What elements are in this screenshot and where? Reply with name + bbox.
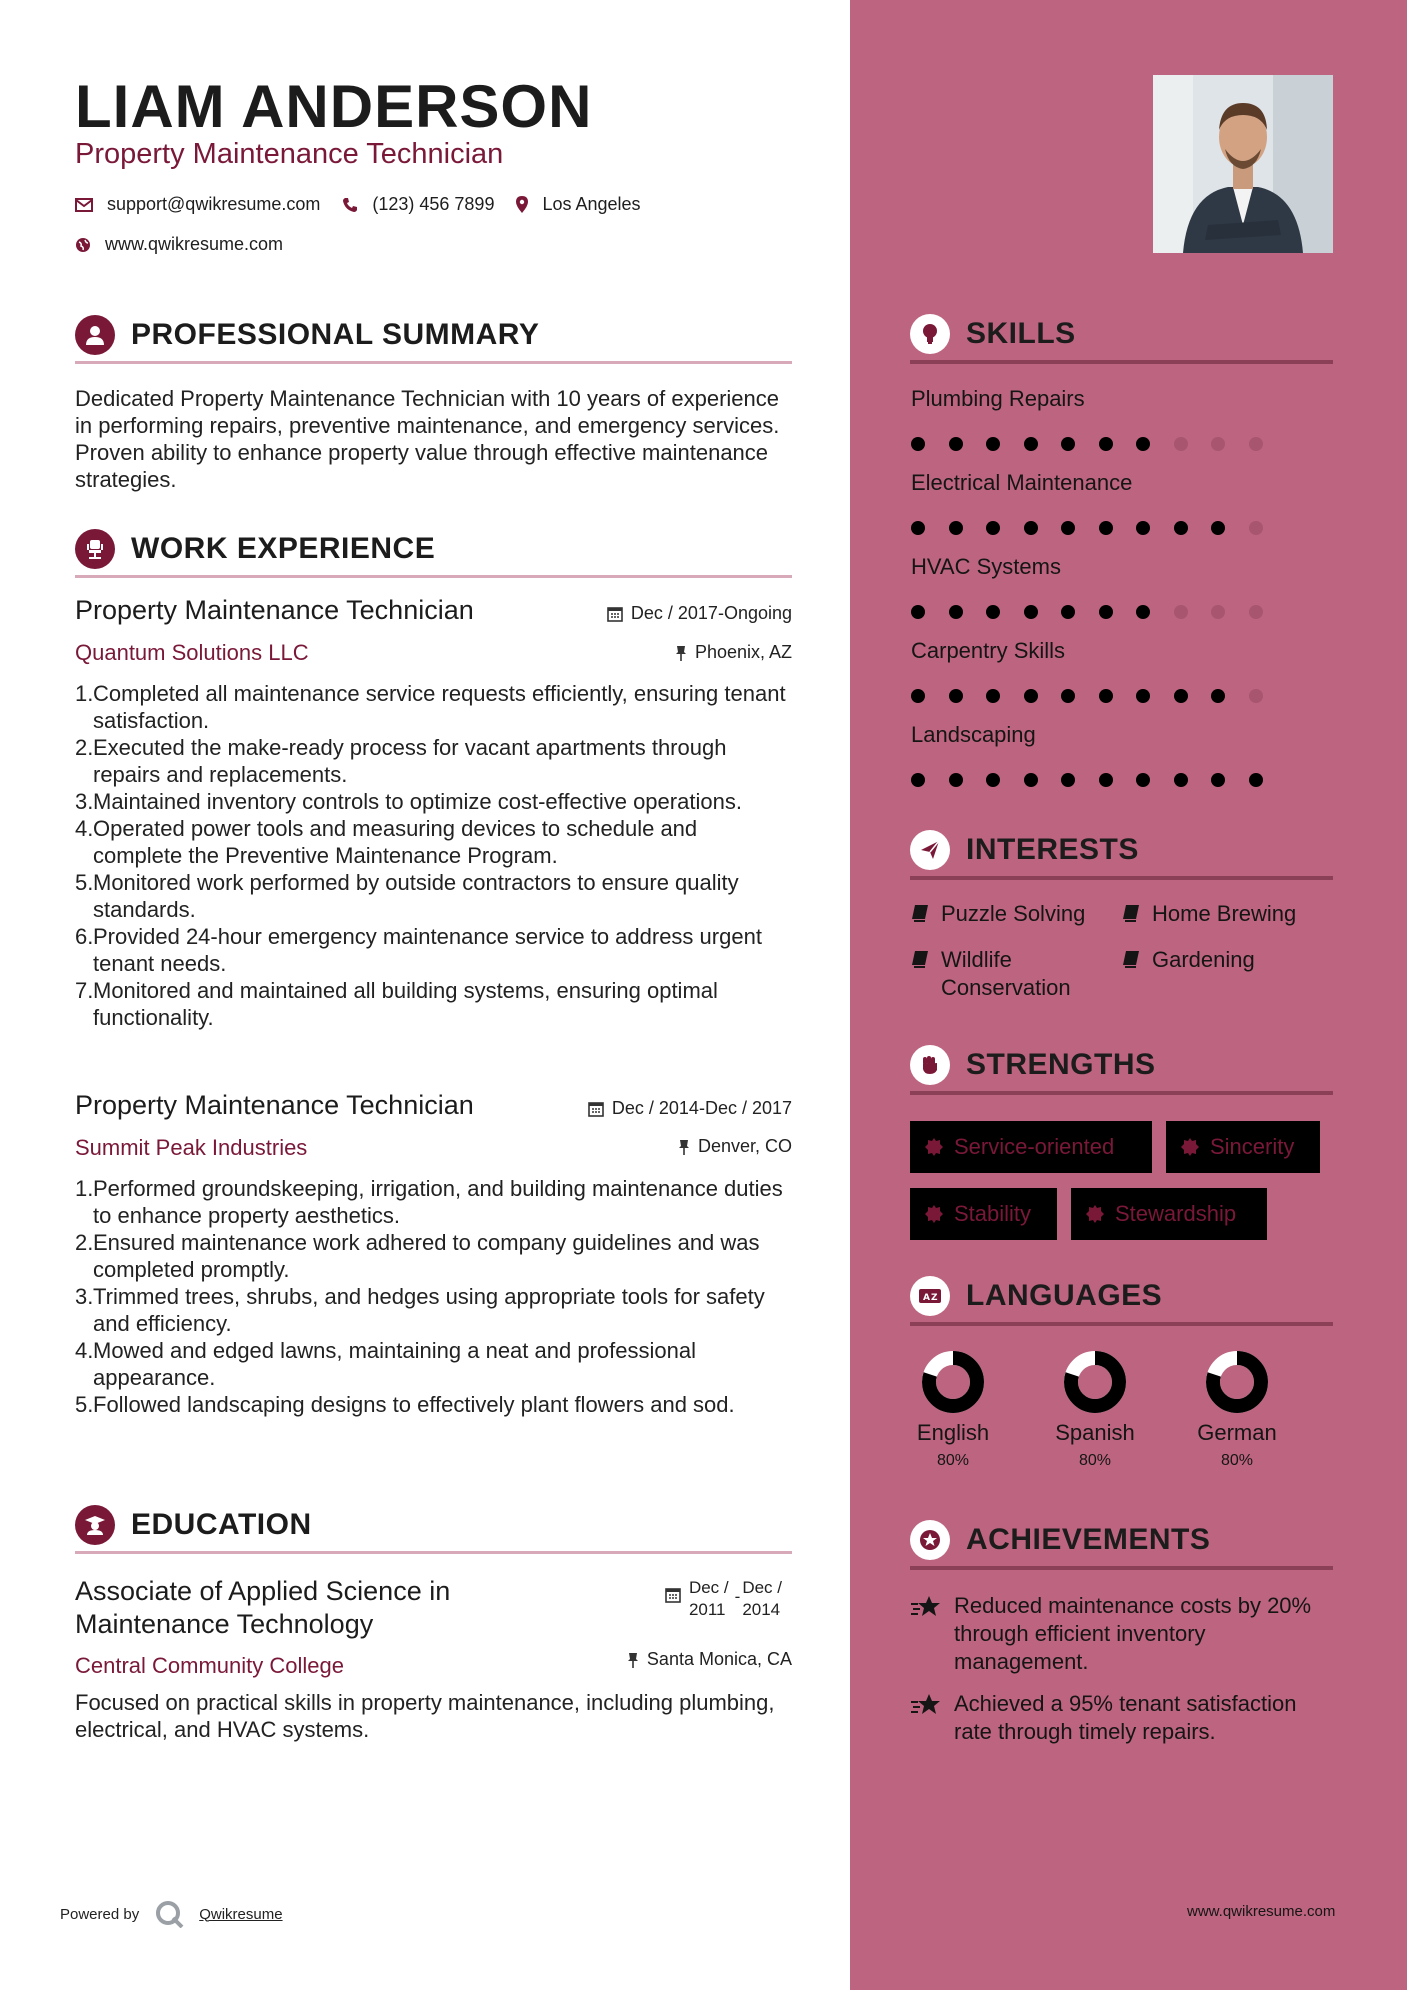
list-item: 6.Provided 24-hour emergency maintenance service to address urgent tenant needs. (75, 924, 762, 976)
skill-rating (911, 689, 1286, 703)
achievement-item: Achieved a 95% tenant satisfaction rate through timely repairs. (910, 1690, 1330, 1746)
rating-dot-empty (1174, 605, 1188, 619)
shooting-star-icon (910, 1594, 942, 1620)
star-badge-icon (910, 1520, 950, 1560)
fist-icon (910, 1045, 950, 1085)
language-proficiency-ring (921, 1350, 985, 1414)
strength-tag: Service-oriented (910, 1121, 1152, 1173)
rating-dot-filled (1024, 605, 1038, 619)
job-title: Property Maintenance Technician (75, 1090, 474, 1120)
list-item: 5.Followed landscaping designs to effectively plant flowers and sod. (75, 1392, 735, 1417)
rating-dot-empty (1211, 437, 1225, 451)
shooting-star-icon (910, 1692, 942, 1718)
website-row (75, 234, 305, 255)
language-item (1187, 1350, 1287, 1470)
strength-tag: Sincerity (1166, 1121, 1320, 1173)
skill-name: Landscaping (911, 722, 1036, 747)
summary-heading: PROFESSIONAL SUMMARY (131, 317, 540, 351)
rating-dot-filled (1024, 773, 1038, 787)
rating-dot-filled (1099, 689, 1113, 703)
summary-text: Dedicated Property Maintenance Technician with 10 years of experience in performing repairs, preventive maintenance, and emergency services. Proven ability to enhance property value through effective maintenance strategies. (75, 386, 780, 492)
rating-dot-filled (1211, 521, 1225, 535)
skills-section-header (910, 308, 1333, 364)
strengths-heading: STRENGTHS (966, 1048, 1156, 1081)
rating-dot-filled (1136, 437, 1150, 451)
rating-dot-filled (1061, 689, 1075, 703)
contact-location (516, 194, 640, 215)
list-item: 4.Operated power tools and measuring devices to schedule and complete the Preventive Maintenance Program. (75, 816, 698, 868)
interests-heading: INTERESTS (966, 833, 1139, 866)
location-text: Los Angeles (542, 194, 641, 214)
rating-dot-filled (911, 773, 925, 787)
rating-dot-filled (949, 437, 963, 451)
lightbulb-icon (910, 314, 950, 354)
list-item: 1.Performed groundskeeping, irrigation, and building maintenance duties to enhance property aesthetics. (75, 1176, 783, 1228)
languages-section-header (910, 1270, 1333, 1326)
job-dates-text: Dec / 2017-Ongoing (630, 603, 792, 623)
job-company: Summit Peak Industries (75, 1135, 308, 1160)
rating-dot-filled (1099, 437, 1113, 451)
education-start-date: Dec / 2011 (688, 1578, 729, 1619)
education-heading: EDUCATION (131, 1507, 312, 1541)
education-section-header (75, 1498, 792, 1554)
job-entry (75, 1090, 792, 1418)
rating-dot-filled (986, 605, 1000, 619)
language-item (1045, 1350, 1145, 1470)
date-separator: - (734, 1587, 741, 1606)
rating-dot-filled (1061, 521, 1075, 535)
college-location-text: Santa Monica, CA (646, 1649, 792, 1669)
job-duties (75, 1175, 792, 1418)
rating-dot-filled (911, 437, 925, 451)
svg-text:Z: Z (931, 1293, 938, 1303)
achievements-section-header (910, 1514, 1333, 1570)
rating-dot-filled (1174, 521, 1188, 535)
office-chair-icon (75, 529, 115, 569)
calendar-icon (665, 1587, 681, 1603)
rating-dot-filled (949, 773, 963, 787)
footer-website[interactable]: www.qwikresume.com (1187, 1903, 1336, 1920)
rating-dot-filled (986, 437, 1000, 451)
website-text: www.qwikresume.com (105, 234, 284, 254)
rating-dot-filled (949, 689, 963, 703)
degree-title: Associate of Applied Science in Maintenance Technology (75, 1576, 451, 1639)
skill-rating (911, 521, 1286, 535)
rating-dot-empty (1249, 437, 1263, 451)
pushpin-icon (675, 645, 687, 661)
powered-by (60, 1900, 283, 1928)
badge-icon (1180, 1137, 1200, 1157)
rating-dot-empty (1249, 521, 1263, 535)
badge-icon (924, 1137, 944, 1157)
rating-dot-filled (986, 689, 1000, 703)
rating-dot-empty (1249, 689, 1263, 703)
profile-photo (1153, 75, 1333, 253)
job-location (678, 1136, 792, 1157)
rating-dot-filled (1061, 773, 1075, 787)
contact-phone[interactable] (342, 194, 494, 215)
contact-email[interactable] (75, 194, 320, 215)
user-icon (75, 315, 115, 355)
pushpin-icon (627, 1652, 639, 1668)
phone-text: (123) 456 7899 (372, 194, 495, 214)
language-proficiency-ring (1205, 1350, 1269, 1414)
job-dates-text: Dec / 2014-Dec / 2017 (611, 1098, 792, 1118)
ring-hole (1224, 1369, 1250, 1395)
email-text: support@qwikresume.com (107, 194, 321, 214)
rating-dot-empty (1249, 605, 1263, 619)
skill-rating (911, 605, 1286, 619)
college-name: Central Community College (75, 1653, 344, 1678)
languages-heading: LANGUAGES (966, 1279, 1163, 1312)
book-icon (911, 904, 929, 922)
book-icon (911, 950, 929, 968)
map-pin-icon (516, 196, 528, 213)
list-item: 2.Ensured maintenance work adhered to company guidelines and was completed promptly. (75, 1230, 760, 1282)
rating-dot-filled (1136, 521, 1150, 535)
rating-dot-filled (1249, 773, 1263, 787)
envelope-icon (75, 198, 93, 212)
language-percent: 80% (1220, 1452, 1254, 1469)
rating-dot-filled (1061, 605, 1075, 619)
rating-dot-filled (1136, 689, 1150, 703)
interests-section-header (910, 824, 1333, 880)
interest-item: Gardening (1122, 946, 1322, 974)
job-title: Property Maintenance Technician (75, 595, 474, 625)
rating-dot-filled (911, 689, 925, 703)
badge-icon (1085, 1204, 1105, 1224)
college-location (627, 1649, 792, 1670)
rating-dot-filled (949, 521, 963, 535)
candidate-name: LIAM ANDERSON (75, 73, 593, 140)
rating-dot-filled (1136, 773, 1150, 787)
job-dates (607, 603, 792, 624)
powered-by-text: Powered by (60, 1905, 140, 1923)
job-location-text: Denver, CO (697, 1136, 792, 1156)
rating-dot-filled (911, 605, 925, 619)
rating-dot-filled (1024, 689, 1038, 703)
achievements-heading: ACHIEVEMENTS (966, 1523, 1211, 1556)
skill-rating (911, 773, 1286, 787)
list-item: 3.Trimmed trees, shrubs, and hedges using appropriate tools for safety and efficiency. (75, 1284, 765, 1336)
experience-heading: WORK EXPERIENCE (131, 531, 436, 565)
language-item (903, 1350, 1003, 1470)
job-company: Quantum Solutions LLC (75, 640, 309, 665)
list-item: 5.Monitored work performed by outside contractors to ensure quality standards. (75, 870, 739, 922)
job-location (675, 642, 792, 663)
rating-dot-filled (1211, 689, 1225, 703)
candidate-title: Property Maintenance Technician (75, 138, 504, 170)
education-end-date: Dec / 2014 (742, 1578, 782, 1619)
skill-name: Electrical Maintenance (911, 470, 1133, 495)
skill-name: Carpentry Skills (911, 638, 1066, 663)
phone-icon (342, 197, 358, 213)
interest-item: Puzzle Solving (911, 900, 1121, 928)
rating-dot-empty (1174, 437, 1188, 451)
ring-hole (940, 1369, 966, 1395)
skill-name: HVAC Systems (911, 554, 1061, 579)
badge-icon (924, 1204, 944, 1224)
list-item: 7.Monitored and maintained all building systems, ensuring optimal functionality. (75, 978, 718, 1030)
translate-icon (910, 1276, 950, 1316)
rating-dot-filled (986, 773, 1000, 787)
education-description: Focused on practical skills in property maintenance, including plumbing, electrical, and HVAC systems. (75, 1690, 775, 1742)
rating-dot-filled (1099, 773, 1113, 787)
rating-dot-filled (1061, 437, 1075, 451)
rating-dot-filled (911, 521, 925, 535)
rating-dot-filled (986, 521, 1000, 535)
skill-name: Plumbing Repairs (911, 386, 1085, 411)
rating-dot-filled (1136, 605, 1150, 619)
language-name: German (1197, 1420, 1277, 1445)
rating-dot-filled (949, 605, 963, 619)
language-name: Spanish (1055, 1420, 1135, 1445)
interest-item: Wildlife Conservation (911, 946, 1101, 1002)
language-percent: 80% (1078, 1452, 1112, 1469)
rating-dot-filled (1024, 521, 1038, 535)
language-percent: 80% (936, 1452, 970, 1469)
education-entry (75, 1575, 792, 1743)
rating-dot-filled (1099, 605, 1113, 619)
job-dates (588, 1098, 792, 1119)
paper-plane-icon (910, 830, 950, 870)
qwikresume-link[interactable]: Qwikresume (199, 1905, 283, 1923)
job-entry (75, 595, 792, 1031)
language-proficiency-ring (1063, 1350, 1127, 1414)
strength-tag: Stability (910, 1188, 1057, 1240)
pushpin-icon (678, 1139, 690, 1155)
qwikresume-logo-icon (155, 1900, 185, 1928)
calendar-icon (588, 1101, 604, 1117)
job-duties (75, 680, 792, 1031)
globe-icon (75, 237, 91, 253)
graduate-icon (75, 1505, 115, 1545)
strengths-section-header (910, 1039, 1333, 1095)
contact-row (75, 194, 663, 215)
skill-rating (911, 437, 1286, 451)
achievement-item: Reduced maintenance costs by 20% through efficient inventory management. (910, 1592, 1330, 1676)
calendar-icon (607, 606, 623, 622)
rating-dot-filled (1099, 521, 1113, 535)
book-icon (1122, 950, 1140, 968)
experience-section-header (75, 522, 792, 578)
rating-dot-filled (1024, 437, 1038, 451)
ring-hole (1082, 1369, 1108, 1395)
rating-dot-filled (1174, 773, 1188, 787)
interest-item: Home Brewing (1122, 900, 1337, 928)
summary-section-header (75, 308, 792, 364)
rating-dot-filled (1211, 773, 1225, 787)
rating-dot-filled (1174, 689, 1188, 703)
svg-text:A: A (923, 1293, 930, 1303)
education-dates (665, 1577, 782, 1621)
rating-dot-empty (1211, 605, 1225, 619)
contact-website[interactable] (75, 234, 283, 255)
list-item: 3.Maintained inventory controls to optimize cost-effective operations. (75, 789, 742, 814)
job-location-text: Phoenix, AZ (694, 642, 792, 662)
skills-heading: SKILLS (966, 317, 1076, 350)
strength-tag: Stewardship (1071, 1188, 1267, 1240)
book-icon (1122, 904, 1140, 922)
list-item: 4.Mowed and edged lawns, maintaining a neat and professional appearance. (75, 1338, 696, 1390)
language-name: English (916, 1420, 990, 1445)
list-item: 1.Completed all maintenance service requests efficiently, ensuring tenant satisfaction. (75, 681, 786, 733)
list-item: 2.Executed the make-ready process for vacant apartments through repairs and replacements. (75, 735, 727, 787)
